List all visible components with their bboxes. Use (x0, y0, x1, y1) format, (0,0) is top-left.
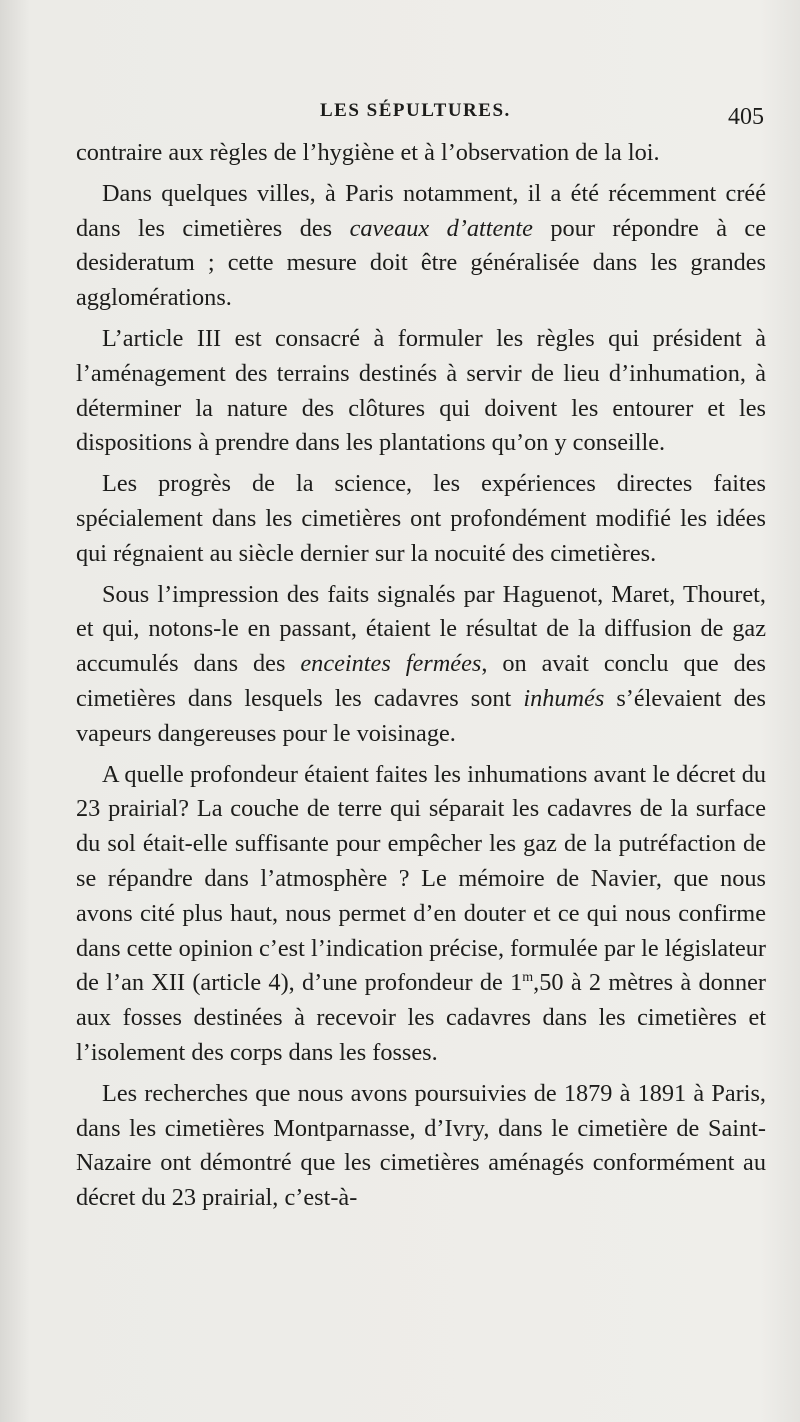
page-header (0, 98, 800, 134)
italic-text: inhumés (523, 684, 605, 712)
text-run: Dans quelques villes, à Paris notamment, il a été récemment créé dans les cimetières des (76, 179, 766, 242)
text-run: Les recherches que nous avons poursuivies de 1879 à 1891 à Paris, dans les cimetières Montparnasse, d’Ivry, dans le cimetière de Saint-Nazaire ont démontré que les cimetières aménagés conformément au décret du 23 prairial, c’est-à- (76, 1079, 766, 1212)
text-run: Les progrès de la science, les expériences directes faites spécialement dans les cimetières ont profondément modifié les idées qui régnaient au siècle dernier sur la nocuité des cimetières. (76, 470, 766, 567)
paragraph (76, 758, 766, 1071)
text-run: contraire aux règles de l’hygiène et à l’observation de la loi. (76, 139, 660, 166)
text-run: pour répondre à ce desideratum ; cette mesure doit être généralisée dans les grandes agglomérations. (76, 214, 766, 312)
page-number: 405 (728, 104, 764, 130)
paragraph (76, 322, 766, 461)
text-run: , on avait conclu que des cimetières dans lesquels les cadavres sont (76, 650, 766, 712)
text-run: ,50 à 2 mètres à donner aux fosses destinées à recevoir les cadavres dans les cimetières et l’isolement des corps dans les fosses. (76, 969, 766, 1066)
text-run: A quelle profondeur étaient faites les inhumations avant le décret du 23 prairial? La couche de terre qui séparait les cadavres de la surface du sol était-elle suffisante pour empêcher les gaz de la putréfaction de se répandre dans l’atmosphère ? Le mémoire de Navier, que nous avons cité plus haut, nous permet d’en douter et ce qui nous confirme dans cette opinion c’est l’indication précise, formulée par le législateur de l’an XII (article 4), d’une profondeur de 1 (76, 760, 766, 997)
text-run: Sous l’impression des faits signalés par Haguenot, Maret, Thouret, et qui, notons-le en passant, étaient le résultat de la diffusion de gaz accumulés dans des (76, 580, 766, 678)
text-run: L’article III est consacré à formuler les règles qui président à l’aménagement des terrains destinés à servir de lieu d’inhumation, à déterminer la nature des clôtures qui doivent les entourer et les dispositions à prendre dans les plantations qu’on y conseille. (76, 324, 766, 457)
paragraph (76, 177, 766, 316)
italic-text: enceintes fermées (300, 650, 482, 678)
paragraph (76, 578, 766, 752)
paragraph (76, 136, 766, 171)
paragraph (76, 1077, 766, 1216)
paragraph (76, 467, 766, 571)
superscript-text: m (522, 970, 534, 986)
running-title: LES SÉPULTURES. (320, 100, 511, 121)
text-run: s’élevaient des vapeurs dangereuses pour le voisinage. (76, 684, 766, 747)
body-text (76, 136, 766, 1216)
italic-text: caveaux d’attente (349, 214, 533, 242)
